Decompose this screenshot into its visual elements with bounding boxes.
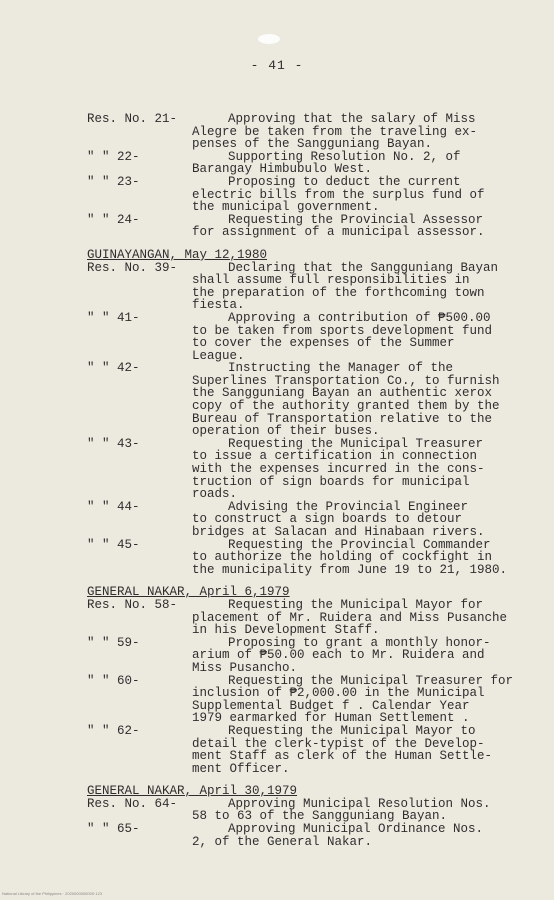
resolution-text bbox=[192, 798, 507, 823]
resolution-text bbox=[192, 312, 507, 362]
resolution-number: Res. No. 21- bbox=[87, 112, 178, 126]
resolution-line: ment Staff as clerk of the Human Settle- bbox=[192, 749, 493, 764]
resolution-list bbox=[87, 112, 514, 849]
page-number: - 41 - bbox=[250, 58, 304, 73]
resolution-text bbox=[192, 675, 513, 725]
resolution-number: " " 60- bbox=[87, 673, 140, 688]
resolution-entry bbox=[87, 599, 507, 637]
resolution-text bbox=[192, 637, 507, 675]
resolution-line: Requesting the Municipal Mayor for bbox=[228, 597, 484, 612]
resolution-number: " " 44- bbox=[87, 499, 140, 514]
resolution-entry bbox=[87, 798, 507, 823]
resolution-line: electric bills from the surplus fund of bbox=[192, 187, 485, 202]
resolution-number: " " 65- bbox=[87, 822, 140, 837]
resolution-text bbox=[192, 725, 507, 775]
resolution-line: placement of Mr. Ruidera and Miss Pusanche bbox=[192, 610, 508, 625]
resolution-line: Approving Municipal Resolution Nos. bbox=[228, 796, 491, 811]
resolution-entry bbox=[87, 312, 507, 362]
resolution-line: bridges at Salacan and Hinabaan rivers. bbox=[192, 525, 485, 539]
resolution-number: " " 42- bbox=[87, 361, 140, 376]
resolution-line: to authorize the holding of cockfight in bbox=[192, 550, 493, 565]
resolution-line: Declaring that the Sangguniang Bayan bbox=[228, 260, 499, 275]
resolution-line: the Sangguniang Bayan an authentic xerox bbox=[192, 386, 493, 401]
resolution-number: " " 59- bbox=[87, 635, 140, 650]
resolution-number: Res. No. 58- bbox=[87, 597, 178, 612]
section-heading: GENERAL NAKAR, April 30,1979 bbox=[87, 784, 298, 799]
resolution-line: the preparation of the forthcoming town bbox=[192, 285, 485, 300]
resolution-line: Superlines Transportation Co., to furnish bbox=[192, 373, 500, 388]
resolution-line: arium of ₱50.00 each to Mr. Ruidera and bbox=[192, 648, 485, 663]
resolution-line: Approving Municipal Ordinance Nos. bbox=[228, 822, 484, 837]
resolution-line: detail the clerk-typist of the Develop- bbox=[192, 736, 485, 751]
resolution-line: 58 to 63 of the Sangguniang Bayan. bbox=[192, 809, 448, 824]
resolution-line: truction of sign boards for municipal bbox=[192, 474, 470, 489]
resolution-entry bbox=[87, 262, 507, 312]
resolution-entry bbox=[87, 823, 507, 848]
resolution-number: " " 24- bbox=[87, 212, 140, 227]
resolution-line: to issue a certification in connection bbox=[192, 449, 478, 464]
resolution-line: Requesting the Municipal Treasurer for bbox=[228, 673, 514, 688]
resolution-entry bbox=[87, 176, 507, 214]
resolution-line: 2, of the General Nakar. bbox=[192, 834, 373, 849]
resolution-line: League. bbox=[192, 348, 245, 363]
resolution-text bbox=[192, 438, 507, 501]
resolution-line: Supplemental Budget f . Calendar Year bbox=[192, 698, 470, 713]
resolution-line: Requesting the Provincial Commander bbox=[228, 537, 491, 552]
resolution-text bbox=[192, 113, 507, 151]
resolution-text bbox=[192, 151, 507, 176]
resolution-number: Res. No. 64- bbox=[87, 796, 178, 811]
resolution-line: Barangay Himbubulo West. bbox=[192, 162, 373, 177]
resolution-line: Instructing the Manager of the bbox=[228, 361, 454, 376]
resolution-text bbox=[192, 176, 507, 214]
resolution-number: " " 22- bbox=[87, 149, 140, 164]
resolution-line: fiesta. bbox=[192, 298, 245, 313]
resolution-number: " " 41- bbox=[87, 310, 140, 325]
resolution-line: shall assume full responsibilities in bbox=[192, 273, 470, 288]
resolution-entry bbox=[87, 438, 507, 501]
resolution-entry bbox=[87, 673, 514, 726]
resolution-text bbox=[192, 539, 507, 577]
resolution-line: Requesting the Municipal Treasurer bbox=[228, 436, 484, 451]
resolution-line: Miss Pusancho. bbox=[192, 660, 298, 675]
resolution-entry bbox=[87, 539, 507, 577]
resolution-line: Supporting Resolution No. 2, of bbox=[228, 149, 461, 164]
resolution-line: roads. bbox=[192, 487, 238, 502]
resolution-number: " " 62- bbox=[87, 723, 140, 738]
resolution-line: Proposing to grant a monthly honor- bbox=[228, 635, 491, 650]
resolution-line: to construct a sign boards to detour bbox=[192, 512, 463, 527]
section-heading: GENERAL NAKAR, April 6,1979 bbox=[87, 585, 290, 600]
resolution-line: Alegre be taken from the traveling ex- bbox=[192, 124, 478, 139]
resolution-entry bbox=[87, 362, 507, 438]
resolution-line: 1979 earmarked for Human Settlement . bbox=[192, 711, 470, 726]
resolution-line: in his Development Staff. bbox=[192, 623, 380, 638]
resolution-entry bbox=[87, 725, 507, 775]
section-heading: GUINAYANGAN, May 12,1980 bbox=[87, 247, 268, 262]
resolution-line: the municipal government. bbox=[192, 200, 380, 215]
resolution-text bbox=[192, 362, 507, 438]
resolution-entry bbox=[87, 113, 507, 151]
resolution-line: operation of their buses. bbox=[192, 424, 380, 439]
resolution-number: " " 43- bbox=[87, 436, 140, 451]
scan-smudge bbox=[258, 34, 280, 44]
resolution-text bbox=[192, 501, 507, 539]
resolution-line: to be taken from sports development fund bbox=[192, 323, 493, 338]
resolution-number: " " 23- bbox=[87, 174, 140, 189]
resolution-line: the municipality from June 19 to 21, 1980. bbox=[192, 562, 508, 577]
resolution-line: Approving a contribution of ₱500.00 bbox=[228, 310, 491, 325]
resolution-line: Requesting the Provincial Assessor bbox=[228, 212, 484, 227]
resolution-line: Approving that the salary of Miss bbox=[228, 112, 476, 126]
resolution-line: to cover the expenses of the Summer bbox=[192, 336, 455, 351]
resolution-text bbox=[192, 262, 507, 312]
resolution-entry bbox=[87, 214, 507, 239]
scan-footer: National Library of the Philippines · 2020000000000·123 bbox=[2, 891, 103, 896]
resolution-text bbox=[192, 599, 507, 637]
resolution-text bbox=[192, 214, 507, 239]
resolution-line: copy of the authority granted them by the bbox=[192, 399, 500, 414]
resolution-line: penses of the Sangguniang Bayan. bbox=[192, 137, 433, 152]
resolution-line: ment Officer. bbox=[192, 761, 290, 776]
resolution-line: Proposing to deduct the current bbox=[228, 174, 461, 189]
resolution-line: Bureau of Transportation relative to the bbox=[192, 411, 493, 426]
resolution-line: Advising the Provincial Engineer bbox=[228, 499, 469, 514]
resolution-line: inclusion of ₱2,000.00 in the Municipal bbox=[192, 686, 485, 701]
resolution-line: with the expenses incurred in the cons- bbox=[192, 462, 485, 477]
resolution-entry bbox=[87, 501, 507, 539]
resolution-number: " " 45- bbox=[87, 537, 140, 552]
resolution-text bbox=[192, 823, 507, 848]
resolution-number: Res. No. 39- bbox=[87, 260, 178, 275]
resolution-line: for assignment of a municipal assessor. bbox=[192, 225, 485, 240]
resolution-line: Requesting the Municipal Mayor to bbox=[228, 723, 476, 738]
resolution-entry bbox=[87, 151, 507, 176]
resolution-entry bbox=[87, 637, 507, 675]
